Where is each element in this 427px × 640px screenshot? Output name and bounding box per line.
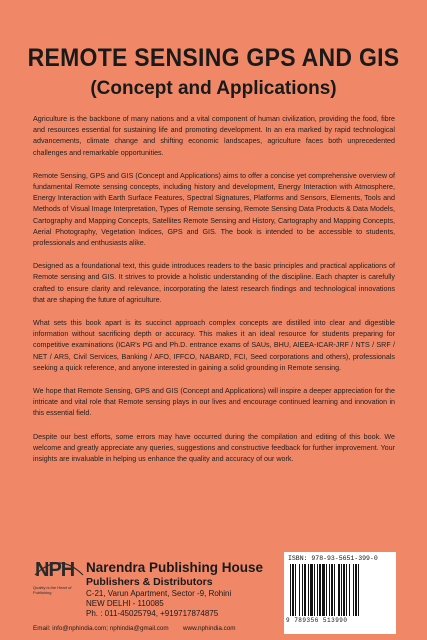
barcode-bar [322,564,325,616]
blurb-paragraph-4: What sets this book apart is its succinct approach complex concepts are distilled into clear and digestible information without sacrificing depth or accuracy. This makes it an ideal resource for students preparing for competitive examinations (ICAR's PG and Ph.D. entrance exams of SAUs, BHU, AIEEA-ICAR-JRF / NTS / SRF / NET / ARS, Civil Services, Banking / AFO, IFFCO, NABARD, FCI, Seed corporations and others), professionals seeking a quick reference, and anyone interested in gaining a solid grounding in Remote sensing. [33,319,395,372]
book-subtitle: (Concept and Applications) [90,78,337,99]
barcode-bar [292,564,294,616]
barcode-bar [290,564,291,616]
barcode-bar [310,564,313,616]
blurb [33,114,395,477]
barcode-bar [334,564,335,616]
barcode-bar [358,564,359,616]
publisher-logo [33,557,85,599]
barcode-bar [341,564,342,616]
barcode-bar [349,564,350,616]
barcode-bar [299,564,300,616]
isbn-barcode-box [284,552,396,634]
logo-tagline: Quality is the Heart of Publishing [33,585,72,595]
blurb-paragraph-6: Despite our best efforts, some errors may have occurred during the compilation and editing of this book. We welcome and greatly appreciate any queries, suggestions and constructive feedback for further improvement. Your insights are invaluable in helping us enhance the quality and accuracy of our work. [33,432,395,464]
barcode-bar [319,564,321,616]
barcode-bar [329,564,330,616]
barcode-icon [288,564,392,616]
book-title: REMOTE SENSING GPS AND GIS [27,44,400,72]
barcode-bar [353,564,354,616]
barcode-bar [308,564,309,616]
publisher-website: www.nphindia.com [183,625,236,632]
barcode-bar [314,564,315,616]
barcode-bar [343,564,345,616]
publisher-name: Narendra Publishing House [86,560,264,575]
publisher-address-line-2: NEW DELHI - 110085 [86,599,164,608]
barcode-bar [317,564,318,616]
publisher-phone: Ph. : 011-45025794, +919717874875 [86,609,219,618]
isbn-digits: 9 789356 513990 [286,617,348,624]
publisher-address-line-1: C-21, Varun Apartment, Sector -9, Rohini [86,589,232,598]
barcode-bar [346,564,347,616]
publisher-footer [33,552,396,634]
blurb-paragraph-5: We hope that Remote Sensing, GPS and GIS (Concept and Applications) will inspire a deeper appreciation for the intricate and vital role that Remote sensing plays in our lives and encourage continued learning and innovation in this essential field. [33,387,395,418]
barcode-bar [302,564,303,616]
barcode-bar [326,564,327,616]
barcode-bar [331,564,333,616]
publisher-subtitle: Publishers & Distributors [86,576,213,588]
publisher-contact [33,625,293,632]
blurb-paragraph-1: Agriculture is the backbone of many nations and a vital component of human civilization, providing the food, fibre and resources essential for sustaining life and promoting development. In an era marked by rapid technological advancements, climate change and shifting economic landscapes, agriculture faces both unprecedented challenges and remarkable opportunities. [33,115,395,157]
publisher-email: Email: info@nphindia.com; nphindia@gmail.com [33,625,169,632]
blurb-paragraph-3: Designed as a foundational text, this guide introduces readers to the basic principles and practical applications of Remote sensing and GIS. It strives to provide a holistic understanding of the discipline. Each chapter is carefully crafted to ensure clarity and relevance, incorporating the latest research findings and technological innovations that are shaping the future of agriculture. [33,262,395,304]
blurb-paragraph-2: Remote Sensing, GPS and GIS (Concept and Applications) aims to offer a concise yet comprehensive overview of fundamental Remote sensing concepts, including history and development, Energy Interaction with Atmosphere, Energy Interaction with Earth Surface Features, Spectral Signatures, Platforms and Sensors, Elements, Tools and Methods of Visual Image Interpretation, Types of Remote sensing, Remote Sensing Data Products & Data Models, Cartography and Mapping Concepts, Satellites Remote Sensing and History, Cartography and Mapping Concepts, Aerial Photography, Vegetation Indices, GPS and GIS. The book is intended to be accessible to students, professionals and enthusiasts alike. [33,171,395,248]
barcode-bar [304,564,306,616]
barcode-bar [338,564,340,616]
barcode-bar [295,564,296,616]
barcode-bar [355,564,357,616]
logo-text: NPH [35,559,75,581]
isbn-label: ISBN: 978-93-5651-399-0 [288,555,378,562]
